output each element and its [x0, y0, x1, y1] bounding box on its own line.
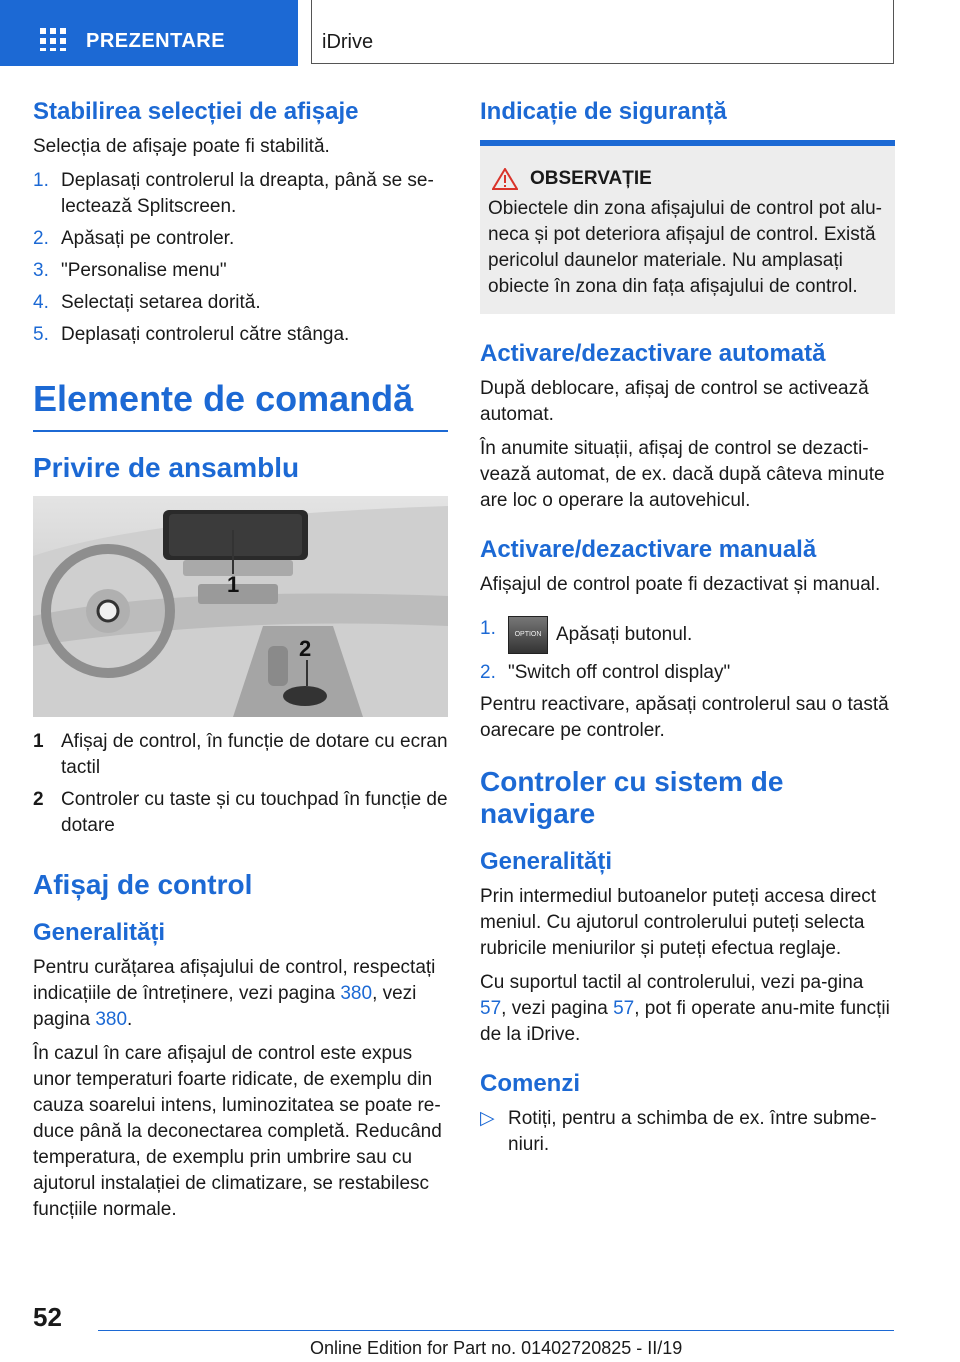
- callout-1: 1: [227, 572, 240, 597]
- section-label: PREZENTARE: [86, 30, 226, 52]
- option-button-icon: OPTION: [508, 616, 548, 654]
- general-paragraph-2: Cu suportul tactil al controlerului, vezi pa-gina 57, vezi pagina 57, pot fi operate anu-mite funcții de la iDrive.: [480, 972, 890, 1045]
- header-title-box: [311, 0, 894, 64]
- list-item: 1 Afișaj de control, în funcție de dotare cu ecran tactil: [33, 731, 448, 778]
- manual-heading: Activare/dezactivare manuală: [480, 536, 817, 563]
- safety-heading: Indicație de siguranță: [480, 98, 727, 125]
- general-paragraph-1: Prin intermediul butoanelor puteți accesa direct meniul. Cu ajutorul controlerului puteți selecta rubricile meniurilor și puteți efectua reglaje.: [480, 886, 877, 959]
- auto-heading: Activare/dezactivare automată: [480, 340, 826, 367]
- cockpit-illustration: [33, 496, 448, 717]
- cockpit-photo: [33, 496, 448, 717]
- warning-icon: [492, 168, 518, 190]
- notice-header: [488, 168, 887, 190]
- footer-divider: [98, 1330, 894, 1331]
- notice-text: Obiectele din zona afișajului de control pot alu-neca și pot deteriora afișajul de control. Există pericolul daunelor materiale. Nu amplasați obiecte în zona din fața afișajului de control.: [488, 198, 882, 297]
- page-number: 52: [33, 1302, 62, 1332]
- elements-heading: Elemente de comandă: [33, 378, 448, 432]
- general-paragraph-2: În cazul în care afișajul de control este expus unor temperaturi foarte ridicate, de exemplu din cauza soarelui intens, luminozitatea se poate re-duce până la deconectarea completă. Reducând temperatura, de exemplu prin umbrire sau cu ajutorul instalației de climatizare, se restabilesc funcțiile normale.: [33, 1043, 442, 1220]
- list-item: 1. Deplasați controlerul la dreapta, până se se-lectează Splitscreen.: [33, 170, 434, 217]
- page-header: [0, 0, 960, 66]
- overview-heading: Privire de ansamblu: [33, 452, 300, 483]
- general-heading: Generalități: [480, 848, 613, 875]
- list-item: 3. "Personalise menu": [33, 260, 227, 281]
- general-heading: Generalități: [33, 919, 166, 946]
- grid-menu-icon: [40, 28, 66, 50]
- list-item: ▷ Rotiți, pentru a schimba de ex. între subme-niuri.: [480, 1108, 877, 1155]
- navigation-heading: Controler cu sistem de navigare: [480, 766, 784, 829]
- callout-2: 2: [299, 636, 312, 661]
- display-heading: Afișaj de control: [33, 869, 253, 900]
- list-item: 4. Selectați setarea dorită.: [33, 292, 261, 313]
- triangle-bullet-icon: ▷: [480, 1108, 495, 1129]
- manual-steps: [480, 616, 895, 686]
- list-item: 2. Apăsați pe controler.: [33, 228, 235, 249]
- page-link[interactable]: 57: [613, 998, 635, 1019]
- selection-heading: Stabilirea selecției de afișaje: [33, 98, 359, 125]
- auto-paragraph-2: În anumite situații, afișaj de control se dezacti-vează automat, de ex. dacă după câteva minute are loc o operare la autovehicul.: [480, 438, 885, 511]
- selection-steps: [33, 168, 448, 348]
- list-item: 2. "Switch off control display": [480, 662, 731, 683]
- general-paragraph-1: Pentru curățarea afișajului de control, respectați indicațiile de întreținere, vezi pagina 380, vezi pagina 380.: [33, 957, 436, 1030]
- commands-list: [480, 1106, 895, 1158]
- photo-legend: [33, 729, 448, 839]
- commands-heading: Comenzi: [480, 1070, 581, 1097]
- list-item: 2 Controler cu taste și cu touchpad în funcție de dotare: [33, 789, 448, 836]
- edition-text: Online Edition for Part no. 01402720825 - II/19: [310, 1338, 683, 1358]
- page-link[interactable]: 57: [480, 998, 502, 1019]
- list-item: 5. Deplasați controlerul către stânga.: [33, 324, 350, 345]
- page-link[interactable]: 380: [95, 1009, 128, 1030]
- left-column: [33, 98, 448, 1231]
- manual-paragraph: Afișajul de control poate fi dezactivat și manual.: [480, 574, 881, 595]
- manual-after: Pentru reactivare, apăsați controlerul sau o tastă oarecare pe controler.: [480, 694, 889, 741]
- notice-title: OBSERVAȚIE: [530, 168, 652, 189]
- page-link[interactable]: 380: [340, 983, 373, 1004]
- chapter-title: iDrive: [322, 31, 374, 53]
- list-item: 1. OPTION Apăsați butonul.: [480, 616, 895, 654]
- right-column: [480, 98, 895, 1164]
- selection-intro: Selecția de afișaje poate fi stabilită.: [33, 136, 330, 157]
- notice-box: [480, 140, 895, 314]
- section-tab[interactable]: [0, 0, 298, 66]
- auto-paragraph-1: După deblocare, afișaj de control se activează automat.: [480, 378, 869, 425]
